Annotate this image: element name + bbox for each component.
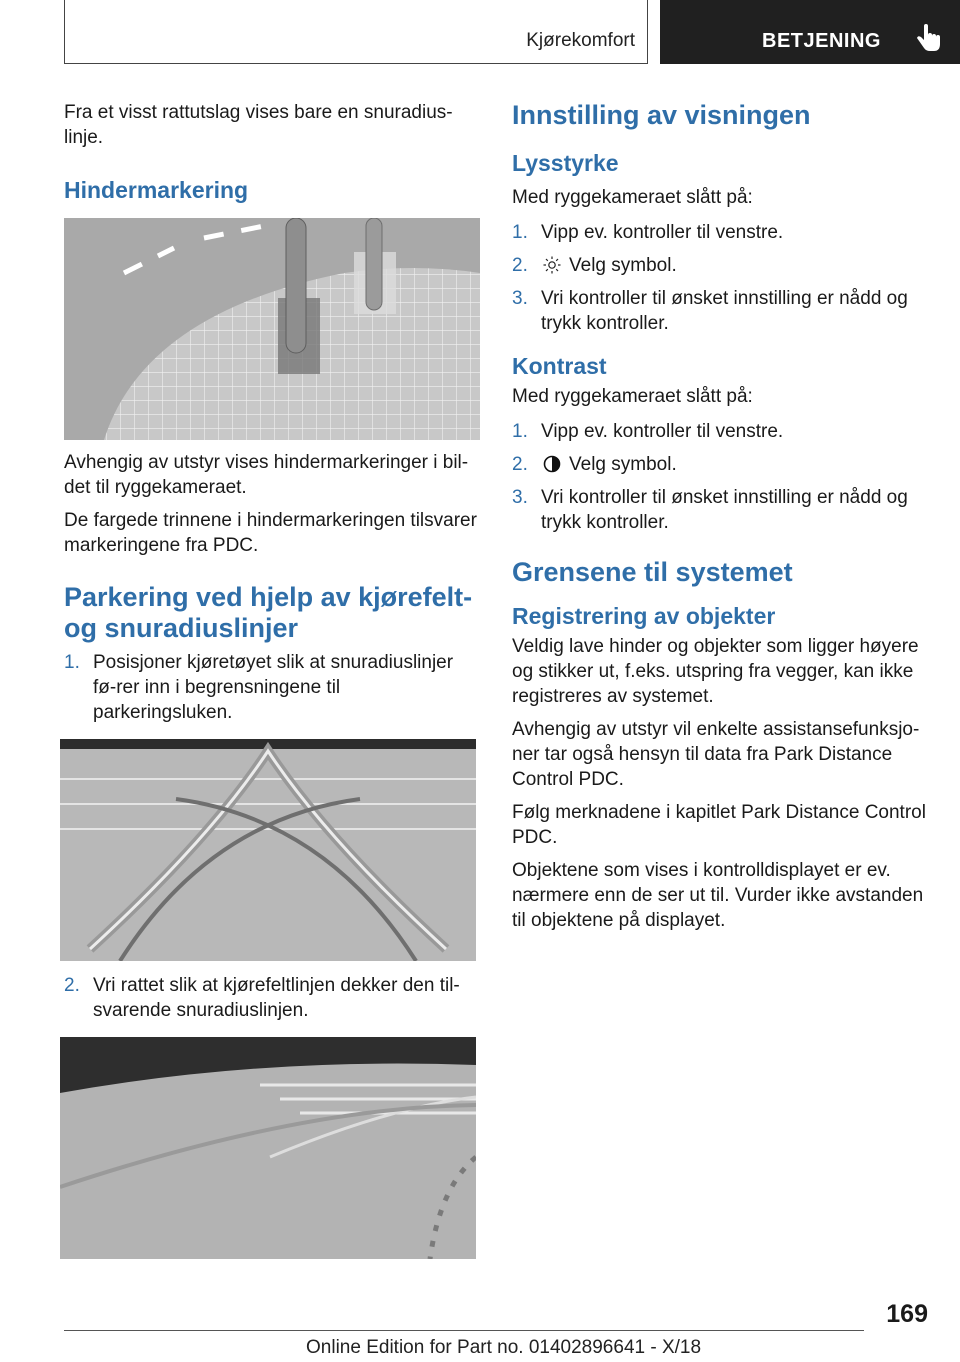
contrast-step <box>512 452 930 477</box>
parking-step <box>64 650 480 725</box>
step-number: 2. <box>512 255 528 276</box>
contrast-steps-list <box>512 419 930 535</box>
contrast-step <box>512 485 930 535</box>
footer-edition: Online Edition for Part no. 01402896641 - X/18 <box>306 1337 702 1358</box>
step-text: Vipp ev. kontroller til venstre. <box>541 421 784 442</box>
step-number: 1. <box>64 652 80 673</box>
detection-paragraph-1: Veldig lave hinder og objekter som ligger høyere og stikker ut, f.eks. utspring fra vegger, kan ikke registreres av systemet. <box>512 636 919 707</box>
left-column <box>64 100 480 1259</box>
brightness-step <box>512 253 930 278</box>
step-text: Vipp ev. kontroller til venstre. <box>541 222 784 243</box>
hand-pointer-icon <box>916 24 942 54</box>
detection-paragraph-2: Avhengig av utstyr vil enkelte assistansefunksjo-ner tar også hensyn til data fra Park Distance Control PDC. <box>512 719 920 790</box>
obstacle-paragraph-2: De fargede trinnene i hindermarkeringen tilsvarer markeringene fra PDC. <box>64 510 477 556</box>
turning-radius-figure <box>60 1037 476 1259</box>
page-number: 169 <box>886 1300 928 1328</box>
intro-text: Fra et visst rattutslag vises bare en snuradius-linje. <box>64 102 453 148</box>
right-column <box>512 100 930 941</box>
contrast-half-circle-icon <box>541 455 563 473</box>
header-chapter-tab <box>660 0 960 64</box>
parking-steps-list-2 <box>64 973 480 1023</box>
step-text: Posisjoner kjøretøyet slik at snuradiuslinjer fø-rer inn i begrensningene til parkeringsluken. <box>93 652 454 723</box>
brightness-sun-icon <box>541 256 563 274</box>
detection-paragraph-4: Objektene som vises i kontrolldisplayet er ev. nærmere enn de ser ut til. Vurder ikke avstanden til objektene på displayet. <box>512 860 924 931</box>
setting-heading: Innstilling av visningen <box>512 100 811 130</box>
obstacle-paragraph-1: Avhengig av utstyr vises hindermarkeringer i bil-det til ryggekameraet. <box>64 452 469 498</box>
contrast-heading: Kontrast <box>512 353 607 379</box>
brightness-step <box>512 286 930 336</box>
step-text: Vri kontroller til ønsket innstilling er nådd og trykk kontroller. <box>541 288 908 334</box>
step-text: Velg symbol. <box>569 255 677 276</box>
brightness-intro: Med ryggekameraet slått på: <box>512 187 753 208</box>
step-number: 1. <box>512 222 528 243</box>
detection-heading: Registrering av objekter <box>512 603 776 629</box>
step-number: 1. <box>512 421 528 442</box>
brightness-steps-list <box>512 220 930 336</box>
parking-heading: Parkering ved hjelp av kjørefelt-og snuradiuslinjer <box>64 582 473 643</box>
header-chapter-title: BETJENING <box>762 30 881 52</box>
brightness-step <box>512 220 930 245</box>
step-text: Vri kontroller til ønsket innstilling er nådd og trykk kontroller. <box>541 487 908 533</box>
step-number: 2. <box>64 975 80 996</box>
obstacle-heading: Hindermarkering <box>64 177 249 203</box>
footer-divider <box>64 1330 864 1331</box>
detection-paragraph-3: Følg merknadene i kapitlet Park Distance Control PDC. <box>512 802 926 848</box>
contrast-step <box>512 419 930 444</box>
parking-steps-list <box>64 650 480 725</box>
header-section-title: Kjørekomfort <box>526 30 635 51</box>
brightness-heading: Lysstyrke <box>512 150 619 176</box>
step-text: Velg symbol. <box>569 454 677 475</box>
header-section-box <box>64 0 648 64</box>
lane-lines-figure <box>60 739 476 961</box>
obstacle-marking-figure <box>64 218 480 440</box>
step-number: 3. <box>512 487 528 508</box>
contrast-intro: Med ryggekameraet slått på: <box>512 386 753 407</box>
step-number: 2. <box>512 454 528 475</box>
parking-step <box>64 973 480 1023</box>
limits-heading: Grensene til systemet <box>512 557 793 587</box>
step-text: Vri rattet slik at kjørefeltlinjen dekker den til-svarende snuradiuslinjen. <box>93 975 460 1021</box>
step-number: 3. <box>512 288 528 309</box>
